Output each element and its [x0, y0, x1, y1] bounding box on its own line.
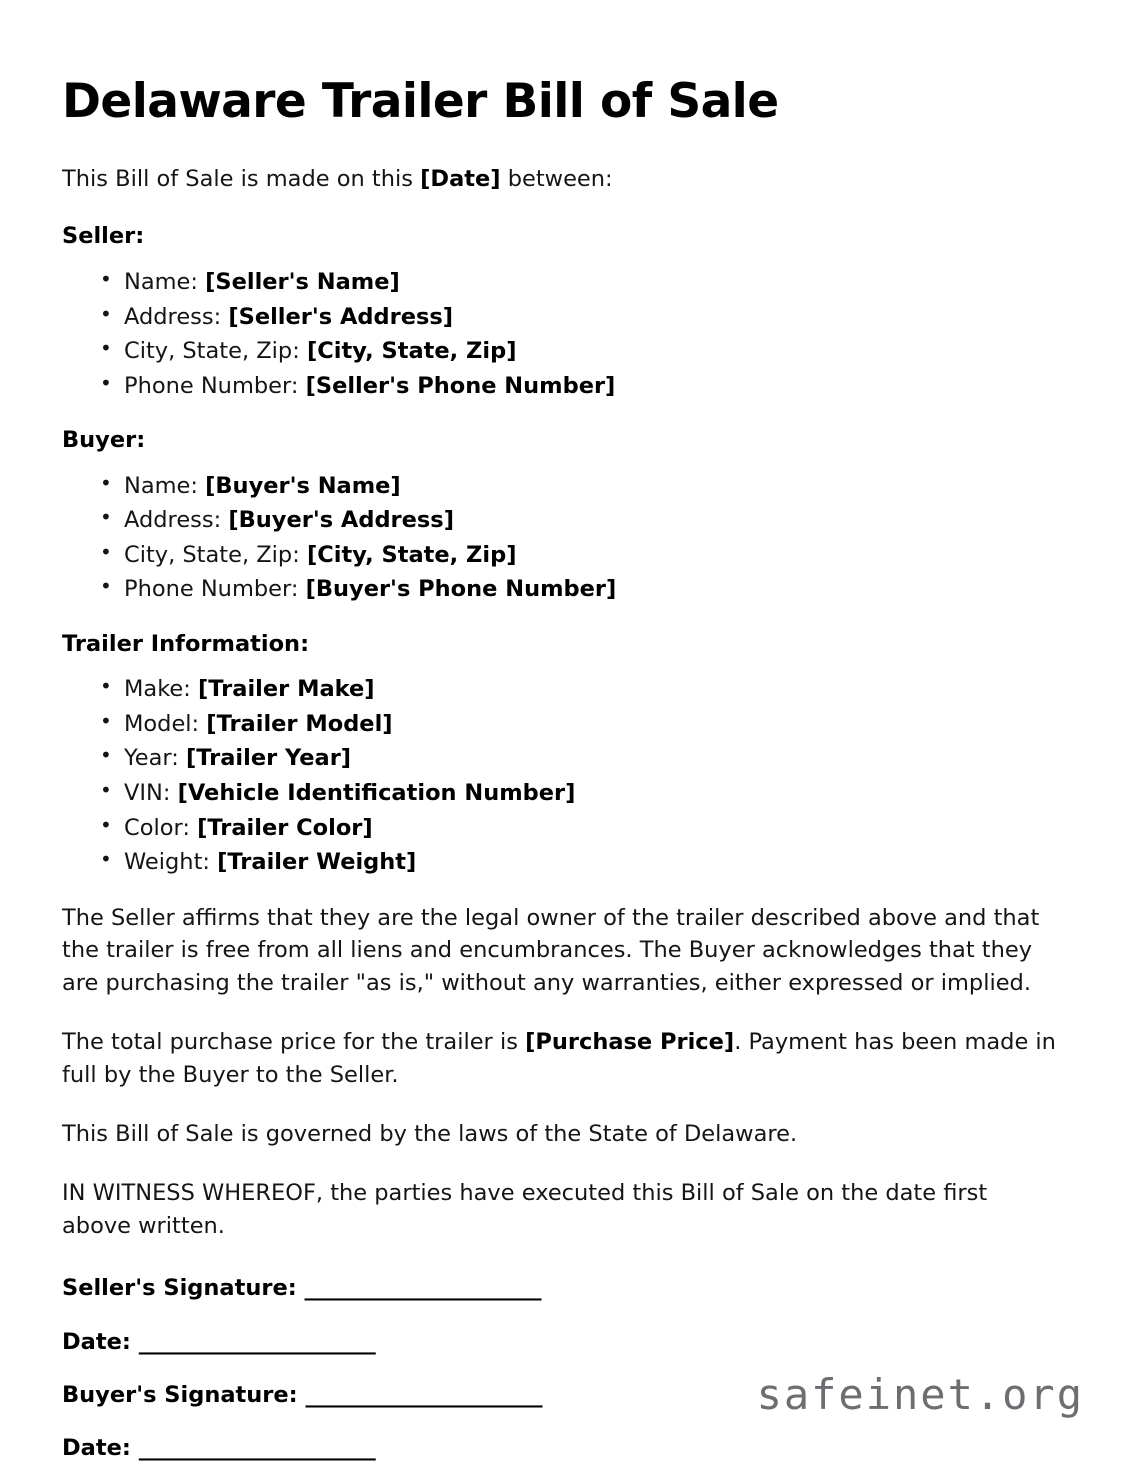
list-item: [62, 304, 1062, 331]
intro-paragraph: [62, 163, 1062, 196]
field-value: [Vehicle Identification Number]: [177, 779, 576, 806]
field-label: Year:: [124, 745, 186, 772]
field-label: Address:: [124, 507, 229, 534]
signature-label: Buyer's Signature:: [62, 1381, 306, 1408]
seller-section-heading: Seller:: [62, 223, 145, 250]
signature-label: Date:: [62, 1435, 139, 1462]
list-item: [62, 473, 1062, 500]
price-text-before: The total purchase price for the trailer is: [62, 1029, 526, 1056]
field-label: Phone Number:: [124, 576, 306, 603]
signature-label: Date:: [62, 1328, 139, 1355]
list-item: [62, 815, 1062, 842]
field-value: [Trailer Model]: [206, 710, 393, 737]
field-value: [Trailer Color]: [197, 814, 373, 841]
list-item: [62, 745, 1062, 772]
field-value: [City, State, Zip]: [306, 541, 517, 568]
field-value: [Buyer's Name]: [205, 472, 401, 499]
list-item: [62, 269, 1062, 296]
list-item: [62, 507, 1062, 534]
field-label: Phone Number:: [124, 372, 306, 399]
list-item: [62, 849, 1062, 876]
list-item: [62, 576, 1062, 603]
governing-law-paragraph: This Bill of Sale is governed by the laws of the State of Delaware.: [62, 1120, 798, 1147]
affirmation-paragraph: The Seller affirms that they are the legal owner of the trailer described above and that the trailer is free from all liens and encumbrances. The Buyer acknowledges that they are purchasing the trailer "as is," without any warranties, either expressed or implied.: [62, 904, 1040, 997]
list-item: [62, 338, 1062, 365]
signature-line[interactable]: ______________________: [138, 1328, 376, 1355]
intro-text-before: This Bill of Sale is made on this: [62, 165, 421, 192]
field-label: Make:: [124, 676, 199, 703]
signature-label: Seller's Signature:: [62, 1275, 305, 1302]
field-value: [Buyer's Address]: [228, 507, 454, 534]
field-value: [Buyer's Phone Number]: [305, 576, 617, 603]
field-value: [Seller's Phone Number]: [305, 372, 616, 399]
field-label: Name:: [124, 268, 206, 295]
field-value: [Trailer Make]: [198, 676, 375, 703]
field-value: [Trailer Weight]: [217, 849, 417, 876]
signature-block: [62, 1274, 1062, 1463]
field-label: Name:: [124, 472, 206, 499]
field-label: Color:: [124, 814, 198, 841]
trailer-section-heading: Trailer Information:: [62, 630, 310, 657]
buyer-section-heading: Buyer:: [62, 427, 146, 454]
trailer-field-list: [62, 676, 1062, 875]
signature-line[interactable]: ______________________: [305, 1381, 542, 1408]
field-label: Address:: [124, 303, 229, 330]
signature-line[interactable]: ______________________: [304, 1275, 542, 1302]
field-value: [Seller's Name]: [205, 268, 400, 295]
signature-line[interactable]: ______________________: [138, 1435, 376, 1462]
page-title: Delaware Trailer Bill of Sale: [62, 74, 779, 129]
purchase-price-paragraph: [62, 1026, 1062, 1092]
field-label: City, State, Zip:: [124, 338, 307, 365]
seller-date-row: [62, 1328, 1062, 1357]
field-label: Model:: [124, 710, 207, 737]
field-value: [City, State, Zip]: [306, 338, 517, 365]
witness-paragraph: IN WITNESS WHEREOF, the parties have executed this Bill of Sale on the date first above written.: [62, 1179, 988, 1239]
field-label: VIN:: [124, 779, 178, 806]
field-value: [Seller's Address]: [228, 303, 454, 330]
seller-signature-row: [62, 1274, 1062, 1303]
seller-field-list: [62, 269, 1062, 399]
field-label: City, State, Zip:: [124, 541, 307, 568]
date-placeholder: [Date]: [420, 165, 501, 192]
purchase-price-placeholder: [Purchase Price]: [525, 1029, 735, 1056]
list-item: [62, 542, 1062, 569]
intro-text-after: between:: [500, 165, 613, 192]
list-item: [62, 780, 1062, 807]
price-text-after: . Payment has been made in full by the Buyer to the Seller.: [62, 1029, 1056, 1088]
buyer-field-list: [62, 473, 1062, 603]
list-item: [62, 676, 1062, 703]
list-item: [62, 711, 1062, 738]
list-item: [62, 373, 1062, 400]
field-value: [Trailer Year]: [185, 745, 352, 772]
buyer-date-row: [62, 1434, 1062, 1463]
field-label: Weight:: [124, 849, 218, 876]
watermark: safeinet.org: [756, 1370, 1084, 1419]
